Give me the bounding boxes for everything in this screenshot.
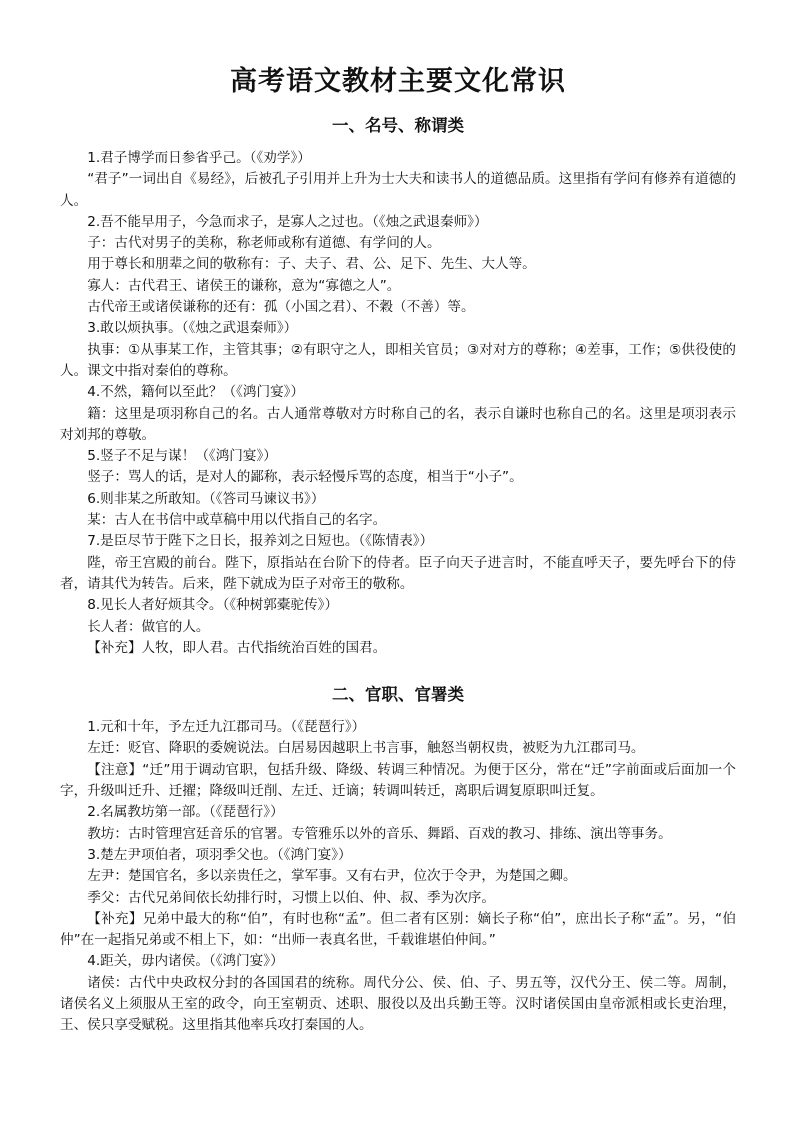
section-heading: 一、名号、称谓类 bbox=[332, 116, 464, 135]
section-officials bbox=[60, 683, 736, 1036]
paragraph: 【补充】兄弟中最大的称“伯”，有时也称“孟”。但二者有区别：嫡长子称“伯”，庶出长子称“孟”。另，“伯仲”在一起指兄弟或不相上下，如：“出师一表真名世，千载谁堪伯仲间。” bbox=[60, 910, 736, 949]
paragraph: 用于尊长和朋辈之间的敬称有：子、夫子、君、公、足下、先生、大人等。 bbox=[87, 256, 536, 273]
paragraph: 诸侯：古代中央政权分封的各国国君的统称。周代分公、侯、伯、子、男五等，汉代分王、侯二等。周制，诸侯名义上须服从王室的政令，向王室朝贡、述职、服役以及出兵勤王等。汉时诸侯国由皇帝派相或长吏治理，王、侯只享受赋税。这里指其他率兵攻打秦国的人。 bbox=[60, 974, 736, 1034]
paragraph: 籍：这里是项羽称自己的名。古人通常尊敬对方时称自己的名，表示自谦时也称自己的名。这里是项羽表示对刘邦的尊敬。 bbox=[60, 405, 736, 443]
section-body bbox=[60, 148, 736, 659]
paragraph: 5.竖子不足与谋！（《鸿门宴》） bbox=[87, 448, 277, 465]
paragraph: 2.吾不能早用子，今急而求子，是寡人之过也。（《烛之武退秦师》） bbox=[87, 213, 488, 230]
paragraph: 左尹：楚国官名，多以亲贵任之，掌军事。又有右尹，位次于令尹，为楚国之卿。 bbox=[87, 868, 577, 885]
paragraph: 教坊：古时管理宫廷音乐的官署。专管雅乐以外的音乐、舞蹈、百戏的教习、排练、演出等事务。 bbox=[87, 825, 672, 842]
paragraph: 寡人：古代君王、诸侯王的谦称，意为“寡德之人”。 bbox=[87, 277, 401, 294]
paragraph: 某：古人在书信中或草稿中用以代指自己的名字。 bbox=[87, 512, 387, 529]
section-titles bbox=[60, 114, 736, 659]
paragraph: 执事：①从事某工作，主管其事；②有职守之人，即相关官员；③对对方的尊称；④差事，工作；⑤供役使的人。课文中指对秦伯的尊称。 bbox=[60, 341, 736, 379]
paragraph: 古代帝王或诸侯谦称的还有：孤（小国之君）、不穀（不善）等。 bbox=[87, 299, 475, 316]
paragraph: “君子”一词出自《易经》，后被孔子引用并上升为士大夫和读书人的道德品质。这里指有学问有修养有道德的人。 bbox=[60, 171, 736, 209]
paragraph: 1.元和十年，予左迁九江郡司马。（《琵琶行》） bbox=[87, 719, 366, 736]
paragraph: 子：古代对男子的美称，称老师或称有道德、有学问的人。 bbox=[87, 235, 441, 252]
paragraph: 1.君子博学而日参省乎己。（《劝学》） bbox=[87, 150, 311, 166]
paragraph: 【注意】“迁”用于调动官职，包括升级、降级、转调三种情况。为便于区分，常在“迁”字前面或后面加一个字，升级叫迁升、迁擢；降级叫迁削、左迁、迁谪；转调叫转迁，离职后调复原职叫迁复。 bbox=[60, 761, 736, 800]
document-title: 高考语文教材主要文化常识 bbox=[230, 66, 566, 97]
paragraph: 陛，帝王宫殿的前台。陛下，原指站在台阶下的侍者。臣子向天子进言时，不能直呼天子，要先呼台下的侍者，请其代为转告。后来，陛下就成为臣子对帝王的敬称。 bbox=[60, 554, 736, 592]
paragraph: 2.名属教坊第一部。（《琵琶行》） bbox=[87, 804, 284, 821]
paragraph: 3.敢以烦执事。（《烛之武退秦师》） bbox=[87, 320, 298, 337]
paragraph: 【补充】人牧，即人君。古代指统治百姓的国君。 bbox=[87, 639, 387, 656]
section-heading: 二、官职、官署类 bbox=[332, 685, 464, 705]
paragraph: 4.距关，毋内诸侯。（《鸿门宴》） bbox=[87, 953, 284, 970]
paragraph: 季父：古代兄弟间依长幼排行时，习惯上以伯、仲、叔、季为次序。 bbox=[87, 889, 495, 906]
paragraph: 3.楚左尹项伯者，项羽季父也。（《鸿门宴》） bbox=[87, 846, 352, 863]
paragraph: 7.是臣尽节于陛下之日长，报养刘之日短也。（《陈情表》） bbox=[87, 533, 434, 550]
paragraph: 长人者：做官的人。 bbox=[87, 618, 210, 635]
paragraph: 4.不然，籍何以至此？（《鸿门宴》） bbox=[87, 384, 305, 401]
paragraph: 竖子：骂人的话，是对人的鄙称，表示轻慢斥骂的态度，相当于“小子”。 bbox=[87, 469, 523, 486]
section-body bbox=[60, 717, 736, 1036]
paragraph: 8.见长人者好烦其令。（《种树郭橐驼传》） bbox=[87, 597, 339, 614]
paragraph: 左迁：贬官、降职的委婉说法。白居易因越职上书言事，触怒当朝权贵，被贬为九江郡司马。 bbox=[87, 740, 645, 757]
paragraph: 6.则非某之所敢知。（《答司马谏议书》） bbox=[87, 490, 325, 507]
